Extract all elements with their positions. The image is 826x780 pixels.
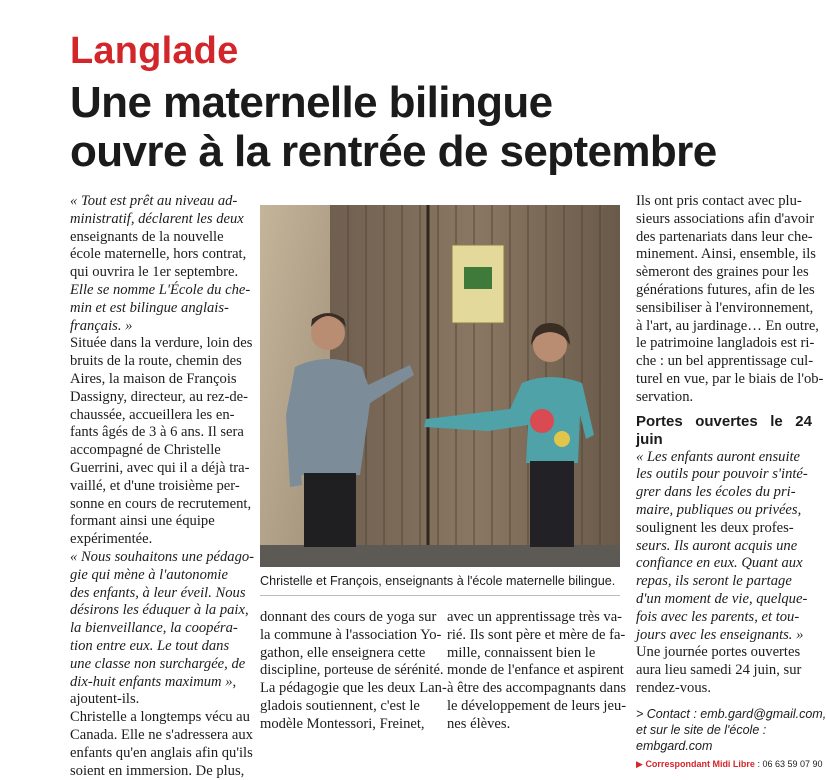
text-line: la bienveillance, la coopéra- [70, 620, 246, 638]
correspondent-label: Correspondant Midi Libre [645, 759, 755, 769]
photo [260, 205, 620, 567]
text-line: gladois soutiennent, c'est le [260, 698, 436, 716]
text-line: nes élèves. [447, 716, 617, 734]
text-line: à être des accompagnants dans [447, 680, 617, 698]
text-line: « Tout est prêt au niveau ad- [70, 193, 246, 211]
article-column-3 [447, 609, 617, 734]
text-line: vaillé, et d'une troisième per- [70, 478, 246, 496]
text-line: des partenariats dans leur che- [636, 229, 812, 247]
text-line: modèle Montessori, Freinet, [260, 716, 436, 734]
contact-line[interactable]: > Contact : emb.gard@gmail.com, [636, 706, 812, 722]
text-line: « Les enfants auront ensuite [636, 449, 812, 467]
photo-caption: Christelle et François, enseignants à l'école maternelle bilingue. [260, 573, 620, 589]
text-line: monde de l'enfance et aspirent [447, 662, 617, 680]
paragraph-pedagogy [447, 609, 617, 734]
text-line: rié. Ils sont père et mère de fa- [447, 627, 617, 645]
text-line: à l'art, au jardinage… En outre, [636, 318, 812, 336]
paragraph-location [70, 335, 246, 549]
text-line: grer dans les écoles du pri- [636, 484, 812, 502]
text-line: maire, publiques ou privées, [636, 502, 812, 520]
text-line: bruits de la route, chemin des [70, 353, 246, 371]
text-line: sèmeront des graines pour les [636, 264, 812, 282]
text-line: français. » [70, 318, 246, 336]
text-line: accompagné de Christelle [70, 442, 246, 460]
text-line: avec un apprentissage très va- [447, 609, 617, 627]
text-line: dix-huit enfants maximum », [70, 674, 246, 692]
text-line: ministratif, déclarent les deux [70, 211, 246, 229]
article-column-1 [70, 193, 246, 780]
text-line: des enfants, à leur éveil. Nous [70, 585, 246, 603]
text-line: Guerrini, avec qui il a déjà tra- [70, 460, 246, 478]
headline [70, 78, 810, 176]
text-line: minement. Ainsi, ensemble, ils [636, 246, 812, 264]
text-line: gie qui mène à l'autonomie [70, 567, 246, 585]
text-line: les outils pour pouvoir s'inté- [636, 466, 812, 484]
text-line: seurs. Ils auront acquis une [636, 538, 812, 556]
correspondent-phone: : 06 63 59 07 90 [755, 759, 823, 769]
photo-illustration [260, 205, 620, 567]
paragraph-canada [70, 709, 246, 780]
text-line: Christelle a longtemps vécu au [70, 709, 246, 727]
text-line: confiance en eux. Quant aux [636, 555, 812, 573]
contact-line: et sur le site de l'école : [636, 722, 812, 738]
contact-info [636, 706, 812, 754]
text-line: la commune à l'association Yo- [260, 627, 436, 645]
text-line: sieurs associations afin d'avoir [636, 211, 812, 229]
text-line: donnant des cours de yoga sur [260, 609, 436, 627]
text-line: che : un bel apprentissage cul- [636, 353, 812, 371]
text-line: Une journée portes ouvertes [636, 644, 812, 662]
subhead-open-day: Portes ouvertes le 24 juin [636, 413, 812, 449]
correspondent-line [636, 758, 812, 770]
text-line: gathon, elle enseignera cette [260, 645, 436, 663]
paragraph-partners [636, 193, 812, 407]
text-line: mille, connaissent bien le [447, 645, 617, 663]
text-line: Dassigny, directeur, au rez-de- [70, 389, 246, 407]
text-line: Aires, la maison de François [70, 371, 246, 389]
paragraph-yoga [260, 609, 436, 734]
text-line: fois avec les parents, et tou- [636, 609, 812, 627]
text-line: « Nous souhaitons une pédago- [70, 549, 246, 567]
text-line: La pédagogie que les deux Lan- [260, 680, 436, 698]
text-line: le développement de leurs jeu- [447, 698, 617, 716]
text-line: formant ainsi une équipe [70, 513, 246, 531]
article-column-2 [260, 609, 436, 734]
headline-line-1: Une maternelle bilingue [70, 78, 810, 127]
text-line: min et est bilingue anglais- [70, 300, 246, 318]
text-line: désirons les éduquer à la paix, [70, 602, 246, 620]
arrow-icon: ▶ [636, 759, 643, 769]
text-line: discipline, porteuse de sérénité. [260, 662, 436, 680]
headline-line-2: ouvre à la rentrée de septembre [70, 127, 810, 176]
text-line: Située dans la verdure, loin des [70, 335, 246, 353]
text-line: sensibiliser à l'environnement, [636, 300, 812, 318]
text-line: Elle se nomme L'École du che- [70, 282, 246, 300]
text-line: ajoutent-ils. [70, 691, 246, 709]
text-line: sonne en cours de recrutement, [70, 496, 246, 514]
contact-link[interactable]: embgard.com [636, 738, 812, 754]
text-line: fants âgés de 3 à 6 ans. Il sera [70, 424, 246, 442]
article-column-4 [636, 193, 812, 770]
text-line: enseignants de la nouvelle [70, 229, 246, 247]
text-line: d'un moment de vie, quelque- [636, 591, 812, 609]
text-line: tion entre eux. Le tout dans [70, 638, 246, 656]
paragraph-open-day [636, 644, 812, 697]
text-line: Canada. Elle ne s'adressera aux [70, 727, 246, 745]
text-line: expérimentée. [70, 531, 246, 549]
text-line: une classe non surchargée, de [70, 656, 246, 674]
text-line: soient en immersion. De plus, [70, 763, 246, 780]
text-line: turel en vue, par le biais de l'ob- [636, 371, 812, 389]
text-line: école maternelle, hors contrat, [70, 246, 246, 264]
text-line: soulignent les deux profes- [636, 520, 812, 538]
paragraph-quote [70, 549, 246, 709]
text-line: générations futures, afin de les [636, 282, 812, 300]
paragraph-intro [70, 193, 246, 335]
text-line: repas, ils seront le partage [636, 573, 812, 591]
text-line: le patrimoine langladois est ri- [636, 335, 812, 353]
kicker: Langlade [70, 30, 238, 73]
paragraph-quote-2 [636, 449, 812, 645]
text-line: servation. [636, 389, 812, 407]
text-line: Ils ont pris contact avec plu- [636, 193, 812, 211]
text-line: rendez-vous. [636, 680, 812, 698]
text-line: qui ouvrira le 1er septembre. [70, 264, 246, 282]
text-line: aura lieu samedi 24 juin, sur [636, 662, 812, 680]
caption-divider [260, 595, 620, 596]
text-line: chaussée, accueillera les en- [70, 407, 246, 425]
text-line: jours avec les enseignants. » [636, 627, 812, 645]
text-line: enfants qu'en anglais afin qu'ils [70, 745, 246, 763]
